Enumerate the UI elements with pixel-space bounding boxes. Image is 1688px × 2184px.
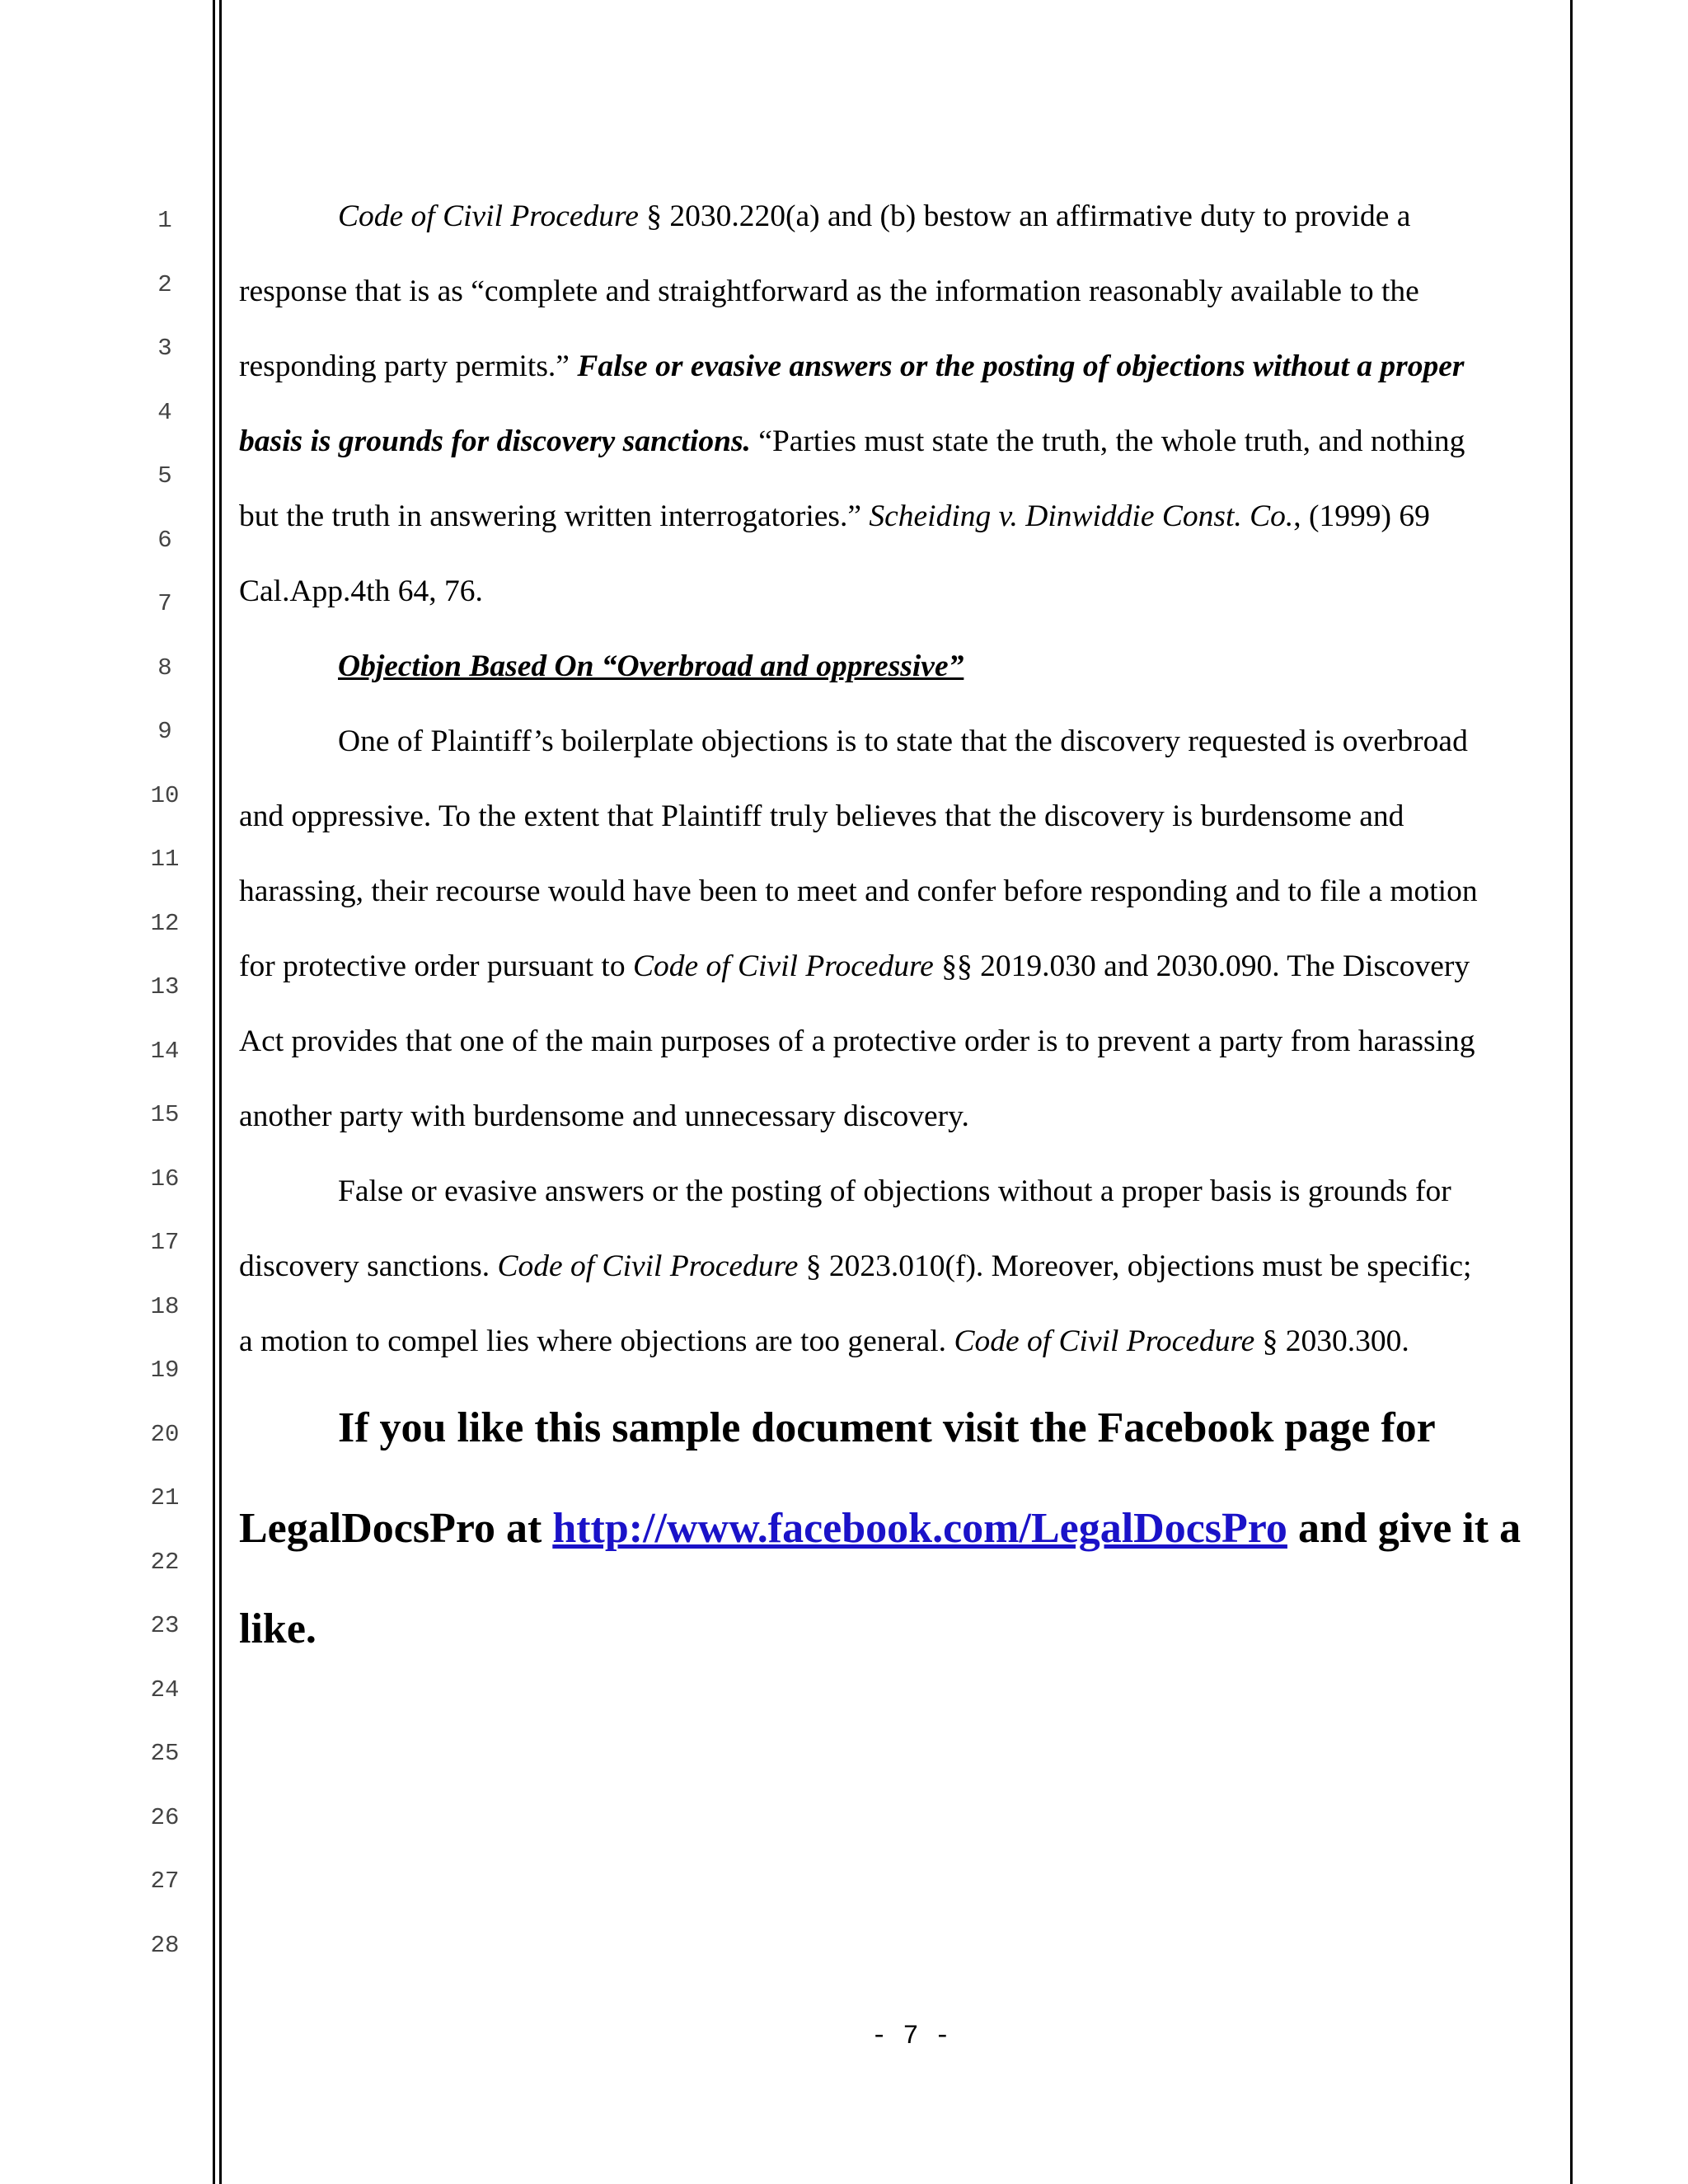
line-number: 10 — [150, 781, 180, 809]
line-number: 25 — [150, 1740, 180, 1767]
line-number: 22 — [150, 1548, 180, 1576]
line-number: 2 — [157, 270, 172, 298]
line-number: 16 — [150, 1165, 180, 1193]
line-number: 8 — [157, 654, 172, 682]
paragraph-1-line-3: responding party permits.” False or evasive answers or the posting of objections without a proper — [239, 349, 1465, 383]
paragraph-2-line-4: for protective order pursuant to Code of Civil Procedure §§ 2019.030 and 2030.090. The Discovery — [239, 949, 1470, 983]
promo-line-2: LegalDocsPro at http://www.facebook.com/LegalDocsPro and give it a — [239, 1505, 1522, 1552]
line-number: 17 — [150, 1229, 180, 1256]
line-number: 1 — [157, 207, 172, 234]
line-number: 24 — [150, 1675, 180, 1704]
citation: Code of Civil Procedure — [632, 949, 934, 983]
line-number: 6 — [157, 526, 172, 554]
left-margin-rule-outer — [213, 0, 215, 2184]
emphasis-bold-italic: basis is grounds for discovery sanctions. — [239, 424, 751, 458]
paragraph-2-line-6: another party with burdensome and unnecessary discovery. — [239, 1099, 969, 1133]
line-number: 26 — [150, 1803, 180, 1831]
line-number: 3 — [157, 335, 172, 362]
paragraph-2-line-1: One of Plaintiff’s boilerplate objections is to state that the discovery requested is overbroad — [338, 724, 1468, 758]
line-number: 19 — [150, 1357, 180, 1384]
paragraph-2-line-5: Act provides that one of the main purposes of a protective order is to prevent a party from harassing — [239, 1024, 1475, 1058]
citation: Code of Civil Procedure — [338, 199, 639, 233]
line-number: 27 — [150, 1868, 180, 1895]
facebook-link[interactable]: http://www.facebook.com/LegalDocsPro — [552, 1505, 1287, 1552]
paragraph-1-line-2: response that is as “complete and straightforward as the information reasonably available to the — [239, 274, 1419, 308]
case-citation: Scheiding v. Dinwiddie Const. Co. — [869, 499, 1294, 533]
emphasis-bold-italic: False or evasive answers or the posting of objections without a proper — [577, 349, 1465, 383]
line-number: 15 — [150, 1101, 180, 1128]
line-number: 23 — [150, 1612, 180, 1639]
line-number: 28 — [150, 1931, 180, 1959]
citation: Code of Civil Procedure — [954, 1324, 1255, 1358]
promo-line-3: like. — [239, 1605, 316, 1652]
line-number: 14 — [150, 1037, 180, 1065]
line-number: 13 — [150, 973, 180, 1001]
paragraph-2-line-2: and oppressive. To the extent that Plaintiff truly believes that the discovery is burdensome and — [239, 799, 1404, 833]
line-number: 4 — [157, 398, 172, 426]
paragraph-3-line-3: a motion to compel lies where objections are too general. Code of Civil Procedure § 2030.300. — [239, 1324, 1409, 1358]
line-number: 20 — [150, 1420, 180, 1448]
paragraph-2-line-3: harassing, their recourse would have been to meet and confer before responding and to file a motion — [239, 874, 1478, 908]
line-number: 11 — [150, 846, 180, 873]
line-number: 9 — [157, 718, 172, 745]
line-number: 5 — [157, 462, 172, 490]
paragraph-3-line-1: False or evasive answers or the posting of objections without a proper basis is grounds for — [338, 1174, 1451, 1208]
paragraph-1-line-4: basis is grounds for discovery sanctions. “Parties must state the truth, the whole truth, and nothing — [239, 424, 1465, 458]
paragraph-1-line-6: Cal.App.4th 64, 76. — [239, 574, 483, 608]
paragraph-3-line-2: discovery sanctions. Code of Civil Procedure § 2023.010(f). Moreover, objections must be specific; — [239, 1249, 1472, 1283]
citation: Code of Civil Procedure — [497, 1249, 799, 1283]
right-margin-rule — [1570, 0, 1573, 2184]
line-number: 7 — [157, 590, 172, 617]
line-number: 21 — [150, 1484, 180, 1511]
paragraph-1-line-5: but the truth in answering written interrogatories.” Scheiding v. Dinwiddie Const. Co., (1999) 69 — [239, 499, 1430, 533]
line-number: 12 — [150, 909, 180, 937]
page-number: - 7 - — [870, 2021, 950, 2051]
left-margin-rule-inner — [219, 0, 222, 2184]
promo-line-1: If you like this sample document visit the Facebook page for — [338, 1404, 1436, 1451]
line-number: 18 — [150, 1292, 180, 1320]
section-heading: Objection Based On “Overbroad and oppressive” — [338, 649, 964, 683]
paragraph-1-line-1: Code of Civil Procedure § 2030.220(a) and (b) bestow an affirmative duty to provide a — [338, 199, 1411, 233]
